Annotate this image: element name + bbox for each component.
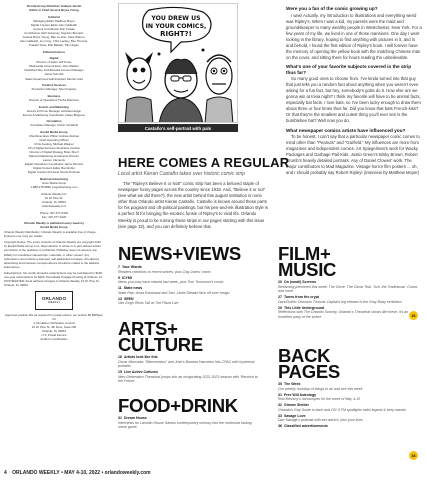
masthead-line: Director of Sales Jeff Kruse <box>36 60 72 65</box>
masthead-line: Circulation <box>46 119 62 124</box>
masthead-line: Circulation Manager Corbin Vlodarski <box>30 123 78 128</box>
page-pin-badge: 26 <box>409 311 418 320</box>
item-page-number: 9 <box>118 275 120 280</box>
masthead-line: Orlando Weekly is published every week by <box>24 221 84 226</box>
section-list-news <box>118 265 258 307</box>
legal-paragraph: Copyright Notice: The entire contents of Orlando Weekly are copyright 2022 by Euclid Media Group LLC. Reproduction in whole or in part without written permission of the publisher is prohibited. Publisher does not assume any liability for unsolicited manuscripts, materials, or other content. Any submission must include a stamped, self-addressed envelope. All editorial, advertising and business correspondence should be mailed to the address listed above. <box>4 240 102 269</box>
item-title: The Week <box>283 382 301 386</box>
section-index-item[interactable] <box>278 280 420 294</box>
item-description: Dan Savage's podcast with sex advice, plus your lives <box>278 418 363 423</box>
masthead-line: Florida Group Publisher Graham Jarrett <box>26 4 82 8</box>
section-title-news: NEWS+VIEWS <box>118 243 241 264</box>
section-index-item[interactable] <box>118 370 258 384</box>
postal-line: U.S. Postal Service <box>41 333 67 337</box>
cartoon-illustration <box>118 3 238 123</box>
masthead-line: Voice Media Group <box>41 181 67 186</box>
section-index-item[interactable] <box>278 393 408 402</box>
item-page-number: 27 <box>278 295 282 300</box>
masthead-line: Sales Department Administrator Rachel Gold <box>25 76 83 81</box>
postal-line: 16 W. Pine St. 4th Floor, Suite 200 <box>31 324 77 329</box>
item-page-number: 20 <box>278 280 282 284</box>
masthead-line: Chris Keating, Michael Wagner <box>34 142 74 147</box>
section-title-arts: ARTS+ CULTURE <box>118 318 203 355</box>
section-title-back: BACK PAGES <box>278 345 340 382</box>
item-title: Tunes from the crypt <box>283 295 319 300</box>
postal-line: Auditor's Certification <box>40 337 68 342</box>
item-title: Savage Love <box>283 413 306 418</box>
bubble-line-3: RIGHT?! <box>160 30 192 38</box>
masthead-line: Digital Content Editor Alex Galbraith <box>30 22 78 27</box>
masthead-line: Euclid Media Group <box>40 129 68 134</box>
item-title: Your Words <box>121 265 142 269</box>
item-title: State news <box>123 286 143 291</box>
masthead-line: Orlando, FL 32801 <box>42 199 66 204</box>
section-index-item[interactable] <box>278 295 420 304</box>
cartoon-drawing <box>119 4 238 123</box>
item-title: Dream House <box>123 416 147 420</box>
item-heading <box>278 424 408 429</box>
item-page-number: 29 <box>278 305 282 310</box>
item-title: Artists look like this <box>123 355 158 359</box>
masthead-line: Production Manager Tyler Kingsley <box>31 87 77 92</box>
item-description: Van Gogh Rises Tall at The Plaza Live <box>118 301 179 306</box>
masthead-line: VP of Digital Services Stephanie Carlson <box>27 146 81 151</box>
masthead-line: Editorial Interns <box>42 49 65 54</box>
item-title: Free Will Astrology <box>283 392 317 397</box>
masthead-line: Content Coordinator Erin Cowan <box>33 26 75 31</box>
masthead-line: 16 W. Pine St. <box>44 195 64 200</box>
masthead-line: Business <box>47 93 61 98</box>
section-list-arts <box>118 355 258 385</box>
interview-question: Were you a fan of the comic growing up? <box>286 6 378 11</box>
item-description: Orlando's Gay Guide is back and 101.5 FM spotlights radio legend & keep stands <box>278 407 406 412</box>
item-page-number: 31 <box>278 392 282 397</box>
item-description: Readers reactions to recent stories, plus Clay Jones' comic <box>118 269 211 274</box>
masthead-line: Chief Executive Officer Andrew Zelman <box>28 134 80 139</box>
masthead-line: Director of Digital Strategy Brian Sherf <box>29 150 79 155</box>
masthead-line: National Marketing and Events Director <box>28 154 80 159</box>
section-index-item[interactable] <box>118 297 258 306</box>
article-paragraph: The "Ripley's Believe It or Not!" comic strip has been a beloved staple of newspaper funny pages across the country since 1918. And, "Believe it or not" (see what we did there?), the new artist behind this august institution is none other than Orlando artist Kieran Castaño. Castaño is known around these parts for his poignant and oft-political paintings, but his pen-and-ink illustration style is a perfect fit for bringing the esoteric funsie of Ripley's to vivid life. Orlando Weekly is proud to be running these strips in our pages starting with this issue (see page 32), and you can definitely believe that. <box>118 181 269 229</box>
item-page-number: 19 <box>118 370 122 375</box>
masthead-line: Orlando Weekly Inc. <box>41 191 67 196</box>
masthead-line: Alex Galbraith, Jen Cray, Chris Lackey, Ben Thomas, <box>20 38 88 43</box>
interview-column <box>286 6 422 178</box>
section-index-item[interactable] <box>118 276 258 285</box>
masthead-line: Fax: 407-377-0420 <box>41 214 67 219</box>
footer-text: ORLANDO WEEKLY • MAY 4-10, 2022 • orlandoweekly.com <box>12 470 151 476</box>
masthead-line: Creative Services <box>41 83 67 88</box>
item-page-number: 30 <box>278 382 282 386</box>
page-footer <box>4 470 151 476</box>
section-index-item[interactable] <box>278 403 408 412</box>
item-title: SEEN <box>123 296 134 301</box>
masthead-line: Digital Content Producer Nicole Dorfman <box>27 170 81 175</box>
logo-subtext: WEEKLY <box>47 300 61 305</box>
legal-paragraph: Orlando Weekly Distribution: Orlando Weekly is available free of charge, limited to one copy per reader. <box>4 230 97 239</box>
masthead-line: Frankie Sosa, Rob Bartlett, Tilly Hogan <box>29 43 79 48</box>
masthead-line: Digital <box>49 56 59 61</box>
postal-line: Orlando, FL 32801 <box>42 328 66 333</box>
item-page-number: 16 <box>118 355 122 359</box>
masthead-line: Multimedia Account Exec. Dan Winkler <box>29 64 79 69</box>
article-headline: HERE COMES A REGULAR <box>118 155 290 170</box>
interview-answer: To be honest, I can't say that a particular newspaper comic comes to mind other than "Peanuts" and "Garfield." My influences are more from magazines and independent comics. Art Spiegelman's work for Wacky Packages and Garbage Pail Kids. Justin Green's Binky Brown. Robert Crumb's heavily detailed portraits. Any of Daniel Clowes' work. The major contributors to Mad Magazine. Vintage horror film posters ... oh, and I should probably say Robert Ripley! (interview by Matthew Moyer) <box>286 134 420 176</box>
item-title: ICYMI <box>121 275 132 280</box>
masthead-line: Classified Rep & Multimedia Account Manager <box>24 68 84 73</box>
item-title: This Little Underground <box>283 305 325 310</box>
item-page-number: 11 <box>118 286 122 291</box>
logo-text: ORLANDO <box>41 296 67 302</box>
masthead-line: Editor in Chief Jessica Bryce Young <box>29 8 79 13</box>
item-description: Reflections with The Orlando Sorority, Orlando's Theatrical shows like these, it's an excellent party of the scene <box>278 310 409 319</box>
bubble-line-1: YOU DREW US <box>151 15 201 22</box>
item-description: Oscar Moncada: "Bienvenidos" and Jose's Banana Hamsters hits CPAC with hysterical portraits <box>118 359 255 369</box>
postal-statement <box>4 313 104 341</box>
section-index-item[interactable] <box>118 355 258 369</box>
masthead-line: Editorial <box>48 14 60 19</box>
masthead-line: Events and Marketing <box>39 104 69 109</box>
item-page-number: 36 <box>278 424 282 429</box>
section-index-item[interactable] <box>278 306 420 320</box>
legal-paragraph: Subscriptions: Six-month domestic subscriptions may be purchased for $100; one-year subscriptions for $200. Periodicals Postage Pending at Orlando, FL. POSTMASTER: Send address changes to Orlando Weekly, 16 W. Pine St., Orlando, FL 32801. <box>4 270 104 287</box>
item-description: Our weekly roundup of things to do and see this week <box>278 386 363 391</box>
item-page-number: 13 <box>118 296 122 301</box>
section-title-food: FOOD+DRINK <box>118 395 238 416</box>
item-title: Live Active Cultures <box>123 370 158 375</box>
item-title: Classified advertisements <box>283 424 328 429</box>
item-description: Rob Brezsny's horoscopes for the week of May 4-10 <box>278 397 361 402</box>
interview-answer: I was! Actually, my introduction to illustrations and everything weird was Ripley's. When I was a kid, my parents were the maid and groundskeeper to many wealthy people in Westchester, New York. For a few years of my life, we lived in one of those mansions. One day I went looking in the library, hoping to find anything with pictures in it, and lo and behold, I found the first edition of Ripley's book. I will forever have the memory of opening the yellow book with the matching Chinese man on the cover, and sitting there for hours reading the unbelievable. <box>286 12 422 60</box>
masthead-line: Managing Editor Matthew Moyer <box>33 18 75 23</box>
interview-question: What newspaper comics artists have influenced you? <box>286 127 406 133</box>
item-description: Interviews for Lamblin House Santos contemporary whimsy into the molecular tasting menu game <box>118 420 252 430</box>
item-page-number: 32 <box>278 403 282 408</box>
bubble-line-2: IN YOUR COMICS, <box>145 23 207 30</box>
section-list-film <box>278 280 420 321</box>
masthead-line: Phone: 407-377-0400 <box>40 210 68 215</box>
section-list-back <box>278 382 408 430</box>
masthead-line: Contributors Seth Kubersky, Stephen Bernard, <box>24 30 84 35</box>
item-description: State Rep. Anna Eskamani and Sen. Linda Stewart face off over resign <box>118 290 230 295</box>
masthead-line: Jessica Bryce Young, Bao Le-Huu, Katie Warren, <box>22 34 86 39</box>
section-index-item[interactable] <box>118 416 258 430</box>
masthead-line: Lauren Clements <box>42 158 65 163</box>
item-description: Dark/Gothic Cenzano Thomas Capital's big release is the Gray Baby exhibition <box>278 299 402 304</box>
masthead-line: Chief Operating Officer <box>39 138 69 143</box>
article-subhead: Local artist Kieran Castaño takes over historic comic strip <box>118 171 245 177</box>
item-page-number: 33 <box>278 413 282 418</box>
masthead-line: Digital Operations Coordinator Jaime Monzon <box>24 162 84 167</box>
masthead-line: orlandoweekly.com <box>41 203 67 208</box>
masthead-line: Euclid Media Group <box>40 225 68 230</box>
orlando-weekly-logo <box>35 291 73 310</box>
section-index-item[interactable] <box>278 382 408 391</box>
item-title: Gimme Shelter <box>283 403 309 408</box>
interview-question: What's one of your favorite subjects covered in the strip thus far? <box>286 63 412 75</box>
section-title-film: FILM+ MUSIC <box>278 243 337 280</box>
item-description: New Generation Theatrical jumps into an invigorating 2022-2023 season with 'Reunion to the Future' <box>118 374 258 384</box>
masthead-line: Events & Promo Manager Amanda Hodge <box>27 108 81 113</box>
item-page-number: 31 <box>118 416 122 420</box>
masthead-line: Digital Content Editor Ban Rubin <box>33 166 75 171</box>
page-number: 4 <box>4 470 7 476</box>
postal-line: Approved position title as required for postal notices, per section 80 BWSpec 4 b <box>4 312 104 321</box>
masthead-line: 1-888-278-9866 vmgadvertising.com <box>30 185 78 190</box>
masthead-line: Director of Operations Trisha Robinson <box>29 97 79 102</box>
masthead-line: National Advertising <box>40 177 68 182</box>
masthead-line: Jaime Schmidt <box>44 72 64 77</box>
masthead-line: Events & Marketing Coordinator Casey Bisgrove <box>22 112 86 117</box>
cartoon-caption: Castaño's self-portrait with pals <box>118 124 238 132</box>
item-title: On (small) Screens <box>283 280 317 284</box>
postal-line: 1 Circulation Verification Council <box>33 320 75 325</box>
masthead <box>4 4 104 341</box>
article-body <box>118 181 268 232</box>
section-index-item[interactable] <box>278 414 408 423</box>
interview-answer: So many good ones to choose from. I've kinda turned into that guy that just tells you a random fact about anything when you weren't even asking for a fun fact, but hey, somebody's gotta do it. How else are we gonna win at trivia night? I think my favorite will have to be animal facts, especially bat facts. I love bats, so I've been lucky enough to draw them about three or four times thus far. Did you know that bats French-kiss? Or that they're the smallest and cutest thing you'll ever see is the bumblebee bat? Well now you do. <box>286 76 421 124</box>
page-pin-badge: 33 <box>409 451 418 460</box>
section-index-item[interactable] <box>118 286 258 295</box>
legal-notices <box>4 230 104 286</box>
section-index-item[interactable] <box>278 424 408 429</box>
section-index-item[interactable] <box>118 265 258 274</box>
section-list-food <box>118 416 258 431</box>
item-page-number: 7 <box>118 265 120 269</box>
item-description: News you may have missed last week, plus Tom Tomorrow's comic <box>118 280 224 285</box>
item-description: Streaming premieres this week: The Circle, The Oscar Trial, Tom, the Tradesman, Cobra, and more <box>278 284 418 294</box>
